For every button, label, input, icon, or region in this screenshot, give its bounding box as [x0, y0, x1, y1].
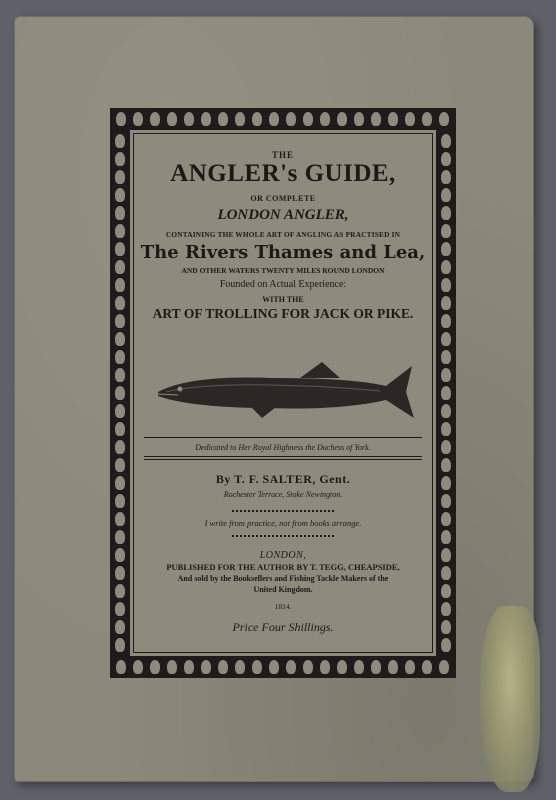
border-leaf-ornament: [286, 112, 296, 126]
border-leaf-ornament: [441, 170, 451, 184]
border-leaf-ornament: [422, 112, 432, 126]
border-leaf-ornament: [441, 278, 451, 292]
border-leaf-ornament: [115, 602, 125, 616]
book-title: ANGLER's GUIDE,: [170, 160, 396, 187]
border-leaf-ornament: [115, 242, 125, 256]
border-leaf-ornament: [115, 134, 125, 148]
border-leaf-ornament: [115, 350, 125, 364]
subtitle-connector: OR COMPLETE: [250, 194, 316, 203]
border-leaf-ornament: [218, 112, 228, 126]
border-leaf-ornament: [115, 404, 125, 418]
border-leaf-ornament: [115, 512, 125, 526]
border-leaf-ornament: [115, 440, 125, 454]
border-leaf-ornament: [441, 350, 451, 364]
border-leaf-ornament: [441, 386, 451, 400]
border-leaf-ornament: [320, 112, 330, 126]
border-leaf-ornament: [371, 660, 381, 674]
border-leaf-ornament: [167, 660, 177, 674]
border-leaf-ornament: [252, 660, 262, 674]
border-leaf-ornament: [115, 584, 125, 598]
divider-rule: [144, 437, 422, 438]
border-leaf-ornament: [320, 660, 330, 674]
border-leaf-ornament: [115, 566, 125, 580]
with-the-line: WITH THE: [262, 295, 304, 304]
border-leaf-ornament: [441, 404, 451, 418]
description-line-2: AND OTHER WATERS TWENTY MILES ROUND LONDON: [181, 266, 385, 275]
border-leaf-ornament: [439, 112, 449, 126]
border-leaf-ornament: [441, 332, 451, 346]
border-leaf-ornament: [115, 620, 125, 634]
border-leaf-ornament: [388, 660, 398, 674]
border-leaf-ornament: [115, 188, 125, 202]
author-address: Rochester Terrace, Stoke Newington.: [223, 490, 343, 499]
border-leaf-ornament: [235, 660, 245, 674]
border-leaf-ornament: [115, 278, 125, 292]
border-leaf-ornament: [115, 170, 125, 184]
divider-rule: [144, 456, 422, 457]
border-leaf-ornament: [441, 368, 451, 382]
author-name: By T. F. SALTER, Gent.: [215, 472, 351, 486]
border-leaf-ornament: [441, 206, 451, 220]
ornamental-border: [110, 108, 456, 678]
border-leaf-ornament: [441, 512, 451, 526]
border-leaf-ornament: [354, 660, 364, 674]
motto: I write from practice, not from books arrange.: [204, 518, 362, 528]
border-leaf-ornament: [167, 112, 177, 126]
border-leaf-ornament: [184, 660, 194, 674]
border-leaf-ornament: [115, 638, 125, 652]
border-leaf-ornament: [235, 112, 245, 126]
border-leaf-ornament: [115, 386, 125, 400]
seller-line: And sold by the Booksellers and Fishing Tackle Makers of the: [177, 574, 389, 583]
border-leaf-ornament: [405, 660, 415, 674]
border-leaf-ornament: [441, 584, 451, 598]
border-leaf-ornament: [115, 476, 125, 490]
border-leaf-ornament: [115, 206, 125, 220]
water-stain: [480, 606, 540, 792]
border-leaf-ornament: [441, 458, 451, 472]
border-leaf-ornament: [115, 332, 125, 346]
border-leaf-ornament: [441, 494, 451, 508]
border-leaf-ornament: [441, 620, 451, 634]
border-leaf-ornament: [388, 112, 398, 126]
border-leaf-ornament: [201, 660, 211, 674]
border-leaf-ornament: [441, 422, 451, 436]
border-leaf-ornament: [441, 602, 451, 616]
border-leaf-ornament: [303, 112, 313, 126]
border-leaf-ornament: [439, 660, 449, 674]
border-leaf-ornament: [441, 638, 451, 652]
border-leaf-ornament: [441, 476, 451, 490]
border-leaf-ornament: [337, 660, 347, 674]
rivers-heading: The Rivers Thames and Lea,: [140, 242, 426, 263]
dedication: Dedicated to Her Royal Highness the Duchess of York.: [195, 443, 371, 452]
border-leaf-ornament: [441, 566, 451, 580]
border-leaf-ornament: [115, 296, 125, 310]
border-leaf-ornament: [286, 660, 296, 674]
dotted-rule: [232, 535, 334, 537]
border-leaf-ornament: [115, 368, 125, 382]
border-leaf-ornament: [441, 260, 451, 274]
border-leaf-ornament: [269, 112, 279, 126]
border-leaf-ornament: [441, 134, 451, 148]
border-leaf-ornament: [150, 660, 160, 674]
imprint-city: LONDON,: [259, 550, 307, 561]
border-leaf-ornament: [337, 112, 347, 126]
border-leaf-ornament: [184, 112, 194, 126]
border-leaf-ornament: [133, 112, 143, 126]
border-leaf-ornament: [303, 660, 313, 674]
pike-fish-icon: [150, 358, 420, 428]
border-leaf-ornament: [115, 530, 125, 544]
border-leaf-ornament: [133, 660, 143, 674]
description-line-1: CONTAINING THE WHOLE ART OF ANGLING AS PRACTISED IN: [165, 230, 401, 239]
border-leaf-ornament: [115, 224, 125, 238]
border-leaf-ornament: [201, 112, 211, 126]
border-leaf-ornament: [441, 188, 451, 202]
border-leaf-ornament: [354, 112, 364, 126]
dotted-rule: [232, 510, 334, 512]
border-leaf-ornament: [441, 242, 451, 256]
title-page: [130, 130, 436, 656]
border-leaf-ornament: [405, 112, 415, 126]
border-leaf-ornament: [441, 152, 451, 166]
publication-year: 1814.: [274, 602, 292, 611]
trolling-heading: ART OF TROLLING FOR JACK OR PIKE.: [152, 306, 414, 321]
publisher-line: PUBLISHED FOR THE AUTHOR BY T. TEGG, CHEAPSIDE,: [166, 562, 400, 572]
border-leaf-ornament: [116, 660, 126, 674]
border-leaf-ornament: [115, 458, 125, 472]
divider-rule: [144, 459, 422, 460]
border-leaf-ornament: [441, 296, 451, 310]
border-leaf-ornament: [115, 314, 125, 328]
border-leaf-ornament: [115, 548, 125, 562]
border-leaf-ornament: [441, 530, 451, 544]
border-leaf-ornament: [115, 260, 125, 274]
border-leaf-ornament: [371, 112, 381, 126]
border-leaf-ornament: [252, 112, 262, 126]
border-leaf-ornament: [422, 660, 432, 674]
founded-line: Founded on Actual Experience:: [219, 279, 347, 290]
border-leaf-ornament: [441, 548, 451, 562]
border-leaf-ornament: [441, 224, 451, 238]
border-leaf-ornament: [441, 440, 451, 454]
border-leaf-ornament: [115, 422, 125, 436]
border-leaf-ornament: [269, 660, 279, 674]
border-leaf-ornament: [115, 494, 125, 508]
border-leaf-ornament: [441, 314, 451, 328]
price: Price Four Shillings.: [232, 620, 334, 634]
border-leaf-ornament: [150, 112, 160, 126]
title-article: THE: [271, 150, 294, 160]
border-leaf-ornament: [116, 112, 126, 126]
border-leaf-ornament: [115, 152, 125, 166]
subtitle: LONDON ANGLER,: [217, 207, 349, 223]
book-cover: [14, 16, 534, 782]
border-leaf-ornament: [218, 660, 228, 674]
seller-line-2: United Kingdom.: [253, 585, 313, 594]
